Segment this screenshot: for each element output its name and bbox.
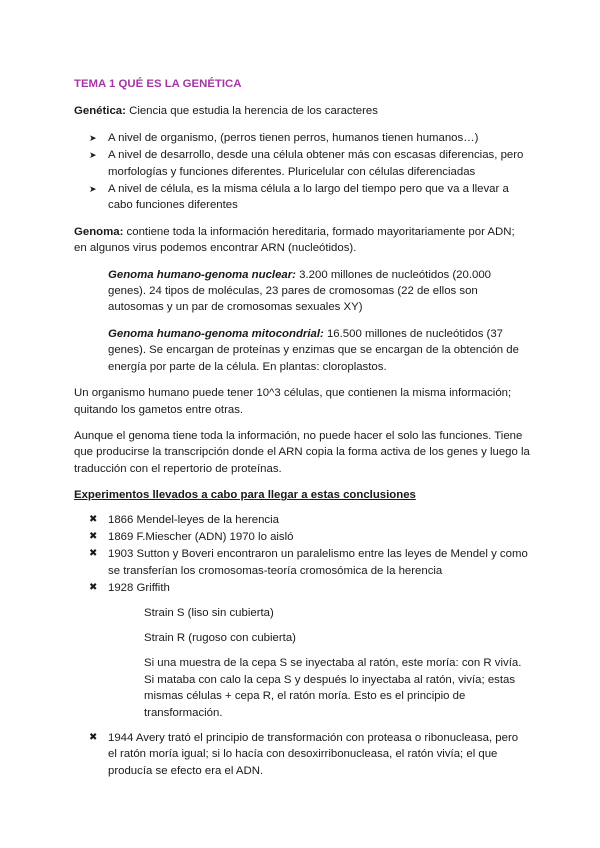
griffith-explanation: Si una muestra de la cepa S se inyectaba al ratón, este moría: con R vivía. Si mataba con calo la cepa S y después lo inyectaba al ratón, vivía; estas mismas células + cepa R, el ratón moría. Esto es el principio de transformación.	[144, 657, 522, 719]
arrow-bullet-icon: ➤	[89, 184, 97, 195]
experiment-text: 1944 Avery trató el principio de transformación con proteasa o ribonucleasa, pero el ratón moría igual; si lo hacía con desoxirribonucleasa, el ratón vivía; el que producía se efecto era el ADN.	[108, 732, 519, 777]
genoma-definition	[74, 224, 530, 257]
genetica-text: Ciencia que estudia la herencia de los caracteres	[125, 105, 378, 118]
strain-r: Strain R (rugoso con cubierta)	[144, 631, 296, 644]
list-item	[74, 546, 530, 579]
cross-bullet-icon: ✖	[89, 732, 98, 743]
avery-list	[74, 730, 530, 779]
level-text: A nivel de desarrollo, desde una célula obtener más con escasas diferencias, pero morfologías y funciones diferentes. Pluricelular con células diferenciadas	[108, 149, 524, 178]
genetica-definition	[74, 103, 530, 119]
cross-bullet-icon: ✖	[89, 582, 98, 594]
experiment-text: 1928 Griffith	[108, 582, 170, 595]
level-text: A nivel de célula, es la misma célula a lo largo del tiempo pero que va a llevar a cabo funciones diferentes	[108, 183, 509, 212]
cross-bullet-icon: ✖	[89, 530, 98, 542]
cells-paragraph: Un organismo humano puede tener 10^3 células, que contienen la misma información; quitando los gametos entre otras.	[74, 387, 512, 416]
section-heading: Experimentos llevados a cabo para llegar a estas conclusiones	[74, 489, 416, 502]
experiment-text: 1866 Mendel-leyes de la herencia	[108, 513, 279, 526]
cross-bullet-icon: ✖	[89, 548, 98, 560]
cross-bullet-icon: ✖	[89, 513, 98, 525]
list-item	[74, 580, 530, 596]
list-item	[74, 147, 530, 180]
mito-genome-paragraph	[108, 326, 530, 375]
nuclear-text: 3.200 millones de nucleótidos (20.000 genes). 24 tipos de moléculas, 23 pares de cromosomas (22 de ellos son autosomas y un par de cromosomas sexuales XY)	[108, 268, 492, 314]
nuclear-term: Genoma humano-genoma nuclear:	[108, 268, 296, 281]
level-text: A nivel de organismo, (perros tienen perros, humanos tienen humanos…)	[108, 131, 479, 144]
mito-text: 16.500 millones de nucleótidos (37 genes). Se encargan de proteínas y enzimas que se encargan de la obtención de energía por parte de la célula. En plantas: cloroplastos.	[108, 327, 519, 373]
nuclear-genome-paragraph	[108, 267, 530, 316]
levels-list	[74, 130, 530, 214]
mito-term: Genoma humano-genoma mitocondrial:	[108, 327, 324, 340]
list-item	[74, 130, 530, 146]
experiments-list	[74, 512, 530, 597]
arrow-bullet-icon: ➤	[89, 150, 97, 161]
genetica-term: Genética:	[74, 105, 126, 118]
arrow-bullet-icon: ➤	[89, 132, 97, 143]
list-item	[74, 512, 530, 528]
list-item	[74, 529, 530, 545]
experiment-text: 1869 F.Miescher (ADN) 1970 lo aisló	[108, 530, 294, 543]
list-item	[74, 730, 530, 779]
genoma-term: Genoma:	[74, 225, 124, 238]
experiment-text: 1903 Sutton y Boveri encontraron un paralelismo entre las leyes de Mendel y como se transferían los cromosomas-teoría cromosómica de la herencia	[108, 548, 528, 577]
list-item	[74, 181, 530, 214]
transcription-paragraph: Aunque el genoma tiene toda la información, no puede hacer el solo las funciones. Tiene que producirse la transcripción donde el ARN copia la forma activa de los genes y luego la traducción con el repertorio de proteínas.	[74, 429, 530, 475]
strain-s: Strain S (liso sin cubierta)	[144, 606, 274, 619]
page-title: TEMA 1 QUÉ ES LA GENÉTICA	[74, 78, 242, 90]
genoma-text: contiene toda la información hereditaria, formado mayoritariamente por ADN; en algunos virus podemos encontrar ARN (nucleótidos).	[74, 225, 515, 255]
